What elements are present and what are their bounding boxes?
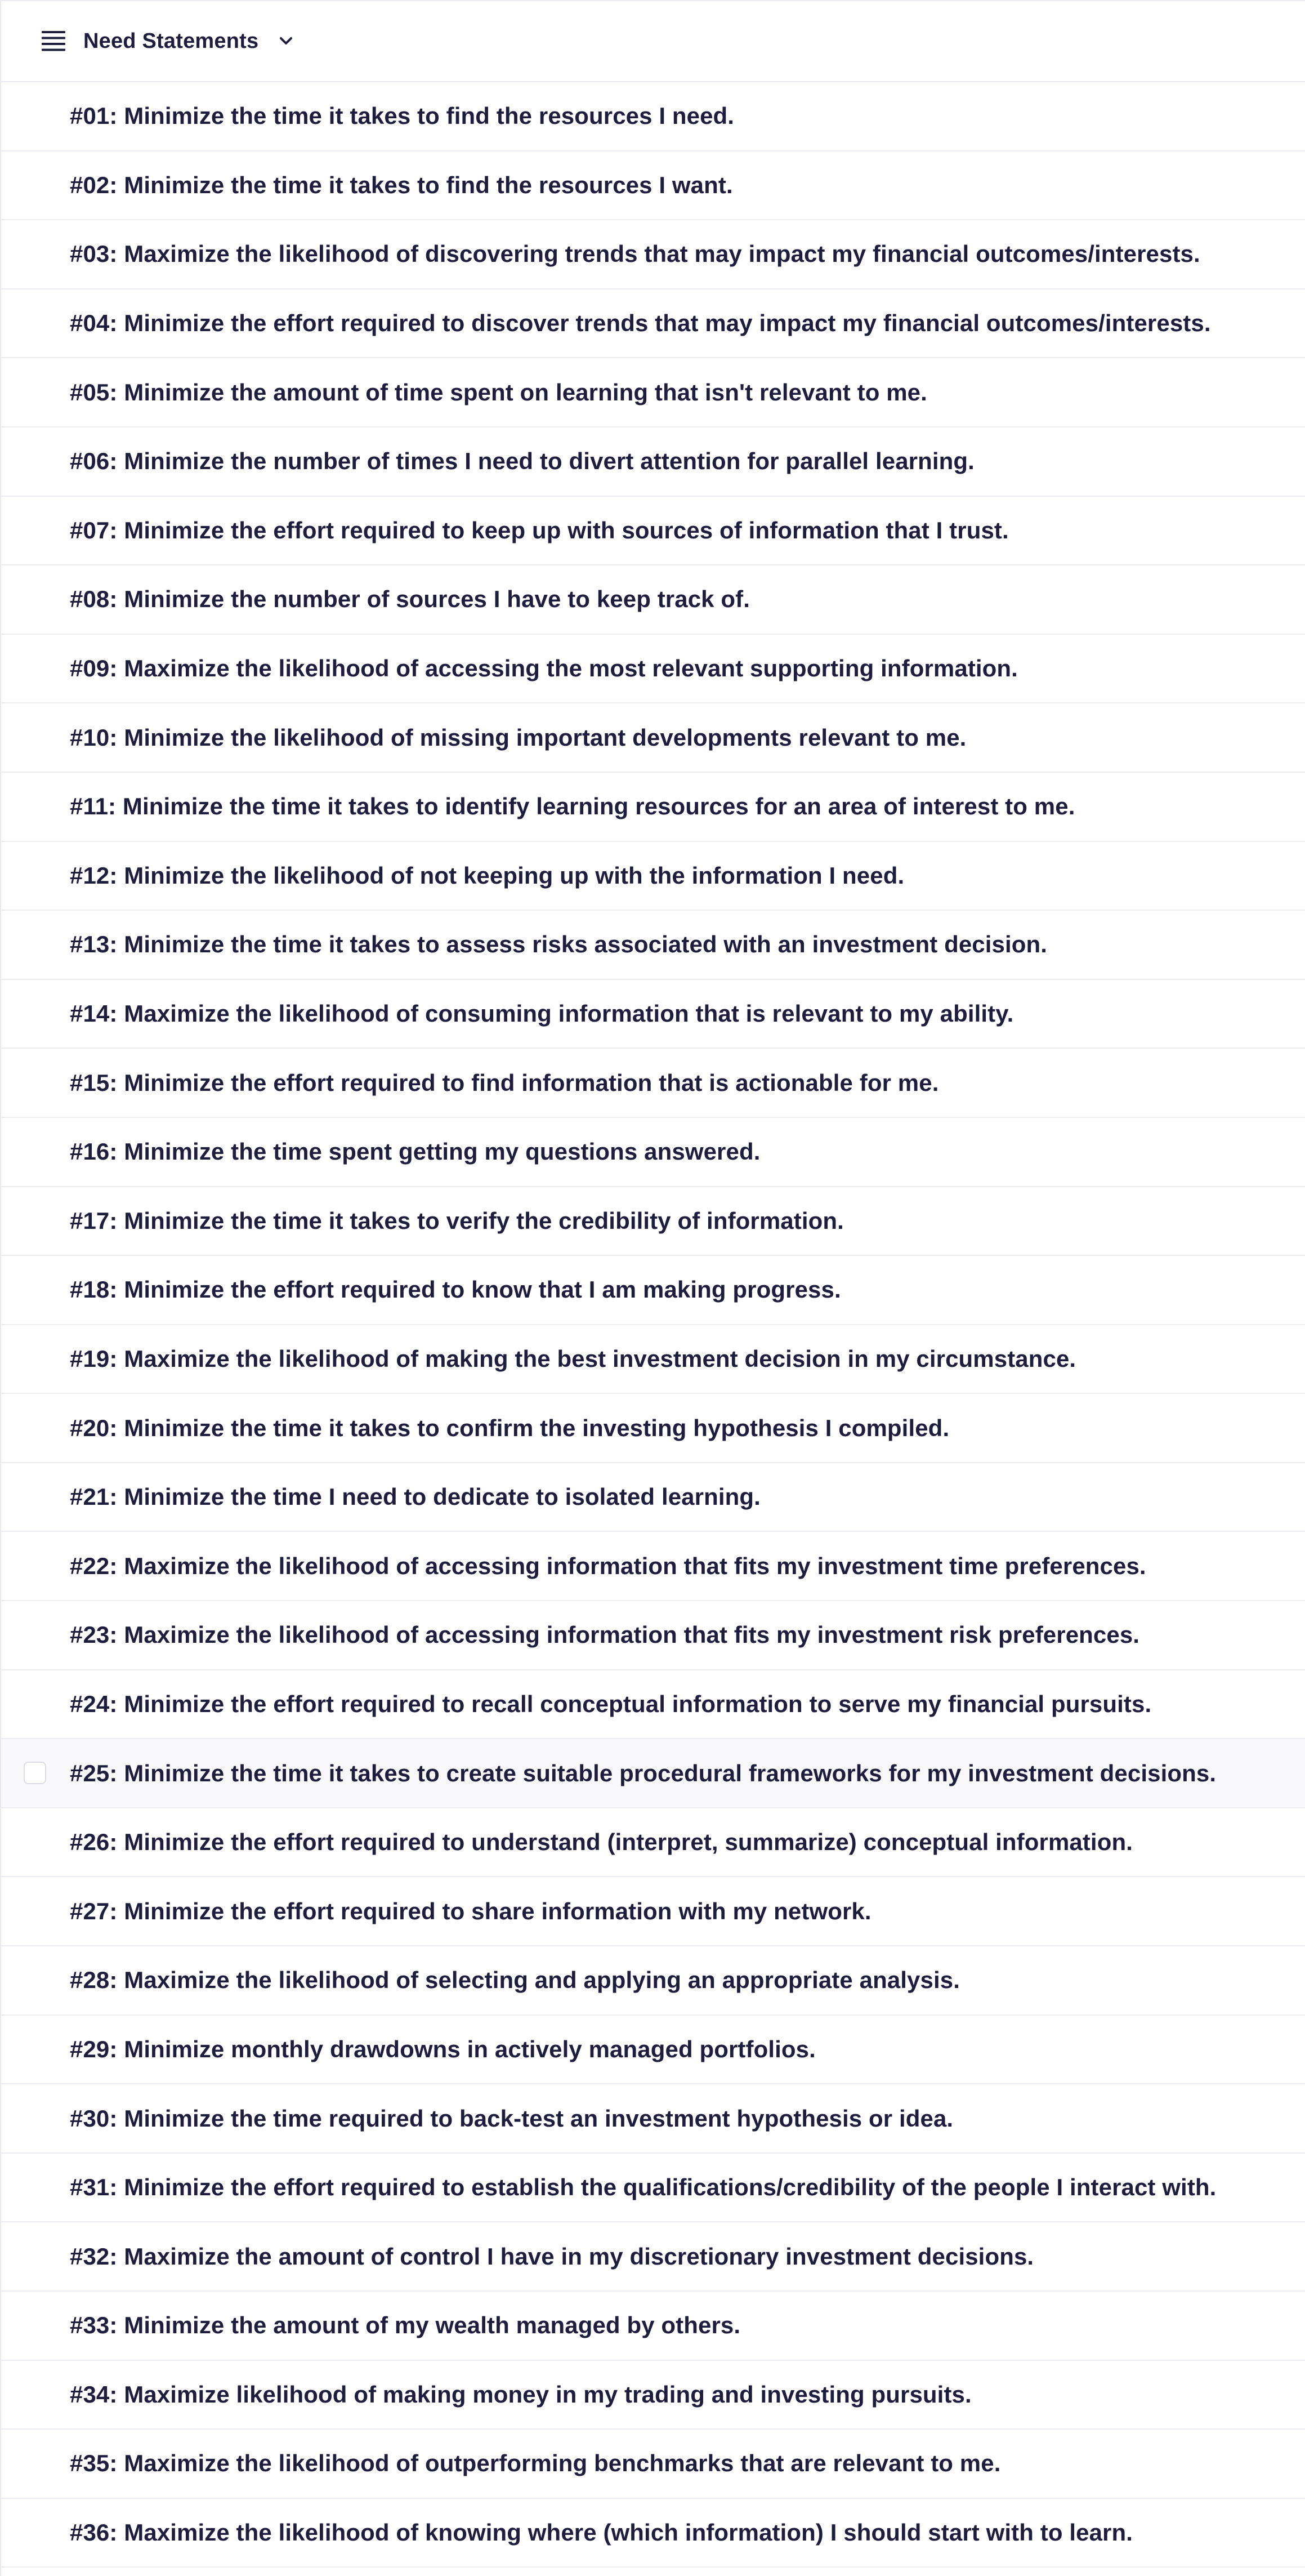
statement-text: #28: Maximize the likelihood of selecting and applying an appropriate analysis. — [70, 1967, 960, 1994]
list-item[interactable] — [1, 427, 1305, 497]
list-item[interactable] — [1, 1877, 1305, 1946]
statement-text: #03: Maximize the likelihood of discovering trends that may impact my financial outcomes/interests. — [70, 240, 1200, 268]
statement-text: #06: Minimize the number of times I need to divert attention for parallel learning. — [70, 448, 975, 475]
list-item[interactable] — [1, 1118, 1305, 1187]
statement-text: #30: Minimize the time required to back-test an investment hypothesis or idea. — [70, 2105, 954, 2132]
statement-text: #27: Minimize the effort required to share information with my network. — [70, 1897, 872, 1924]
statement-text: #36: Maximize the likelihood of knowing where (which information) I should start with to learn. — [70, 2519, 1133, 2546]
list-item[interactable] — [1, 2016, 1305, 2085]
statement-text: #25: Minimize the time it takes to create suitable procedural frameworks for my investment decisions. — [70, 1759, 1217, 1786]
statement-text: #04: Minimize the effort required to discover trends that may impact my financial outcomes/interests. — [70, 310, 1211, 337]
statement-text: #29: Minimize monthly drawdowns in actively managed portfolios. — [70, 2035, 816, 2062]
chevron-down-icon[interactable] — [278, 33, 294, 50]
list-item[interactable] — [1, 1049, 1305, 1118]
list-item[interactable] — [1, 82, 1305, 151]
statement-text: #16: Minimize the time spent getting my questions answered. — [70, 1138, 761, 1165]
list-item[interactable] — [1, 980, 1305, 1049]
statement-text: #21: Minimize the time I need to dedicate to isolated learning. — [70, 1483, 761, 1510]
list-item[interactable] — [1, 1325, 1305, 1394]
list-item[interactable] — [1, 289, 1305, 359]
list-header — [1, 1, 1305, 82]
list-item[interactable] — [1, 565, 1305, 635]
statement-text: #12: Minimize the likelihood of not keeping up with the information I need. — [70, 862, 905, 889]
statement-text: #17: Minimize the time it takes to verify the credibility of information. — [70, 1207, 844, 1234]
statement-text: #18: Minimize the effort required to know that I am making progress. — [70, 1276, 841, 1303]
list-item[interactable] — [1, 2361, 1305, 2430]
statement-text: #10: Minimize the likelihood of missing important developments relevant to me. — [70, 724, 967, 751]
statement-text: #19: Maximize the likelihood of making the best investment decision in my circumstance. — [70, 1345, 1076, 1372]
list-item[interactable] — [1, 1463, 1305, 1532]
list-item[interactable] — [1, 2154, 1305, 2223]
list-icon — [42, 31, 65, 51]
list-item[interactable] — [1, 2222, 1305, 2292]
list-item[interactable] — [1, 1739, 1305, 1808]
list-item[interactable] — [1, 2292, 1305, 2361]
statement-text: #14: Maximize the likelihood of consuming information that is relevant to my ability. — [70, 1000, 1014, 1027]
list-item[interactable] — [1, 773, 1305, 842]
list-item[interactable] — [1, 635, 1305, 704]
statement-text: #09: Maximize the likelihood of accessing the most relevant supporting information. — [70, 655, 1018, 682]
list-item[interactable] — [1, 2430, 1305, 2499]
list-item[interactable] — [1, 151, 1305, 221]
list-item[interactable] — [1, 497, 1305, 566]
list-item[interactable] — [1, 1601, 1305, 1670]
list-item[interactable] — [1, 1808, 1305, 1878]
statement-text: #24: Minimize the effort required to recall conceptual information to serve my financial pursuits. — [70, 1690, 1152, 1717]
statement-text: #22: Maximize the likelihood of accessing information that fits my investment time preferences. — [70, 1552, 1146, 1579]
list-item[interactable] — [1, 220, 1305, 289]
statement-text: #01: Minimize the time it takes to find the resources I need. — [70, 102, 735, 130]
list-title: Need Statements — [83, 29, 259, 53]
statement-text: #07: Minimize the effort required to keep up with sources of information that I trust. — [70, 516, 1009, 543]
list-item[interactable] — [1, 2499, 1305, 2568]
statement-text: #26: Minimize the effort required to understand (interpret, summarize) conceptual information. — [70, 1829, 1133, 1856]
list-item[interactable] — [1, 1670, 1305, 1740]
statement-text: #13: Minimize the time it takes to assess risks associated with an investment decision. — [70, 931, 1048, 958]
list-item[interactable] — [1, 1187, 1305, 1256]
list-item[interactable] — [1, 1532, 1305, 1601]
statement-text: #32: Maximize the amount of control I have in my discretionary investment decisions. — [70, 2243, 1034, 2270]
list-item[interactable] — [1, 2084, 1305, 2154]
list-item[interactable] — [1, 842, 1305, 911]
statement-text: #02: Minimize the time it takes to find the resources I want. — [70, 171, 733, 198]
list-item[interactable] — [1, 911, 1305, 980]
list-item[interactable] — [1, 703, 1305, 773]
statement-text: #34: Maximize likelihood of making money in my trading and investing pursuits. — [70, 2381, 972, 2408]
statement-text: #33: Minimize the amount of my wealth managed by others. — [70, 2312, 741, 2339]
statement-text: #35: Maximize the likelihood of outperforming benchmarks that are relevant to me. — [70, 2450, 1001, 2477]
statement-text: #08: Minimize the number of sources I have to keep track of. — [70, 586, 750, 613]
statement-text: #05: Minimize the amount of time spent on learning that isn't relevant to me. — [70, 378, 927, 405]
statement-text: #23: Maximize the likelihood of accessing information that fits my investment risk preferences. — [70, 1621, 1140, 1648]
list-item[interactable] — [1, 1256, 1305, 1325]
statement-text: #31: Minimize the effort required to establish the qualifications/credibility of the people I interact with. — [70, 2174, 1217, 2201]
statement-text: #15: Minimize the effort required to find information that is actionable for me. — [70, 1069, 939, 1096]
row-checkbox[interactable] — [24, 1762, 46, 1784]
statement-text: #11: Minimize the time it takes to identify learning resources for an area of interest to me. — [70, 793, 1075, 820]
statement-text: #20: Minimize the time it takes to confirm the investing hypothesis I compiled. — [70, 1414, 950, 1441]
list-item[interactable] — [1, 358, 1305, 427]
list-item[interactable] — [1, 1394, 1305, 1463]
need-statement-list — [1, 82, 1305, 2568]
list-item[interactable] — [1, 1946, 1305, 2016]
